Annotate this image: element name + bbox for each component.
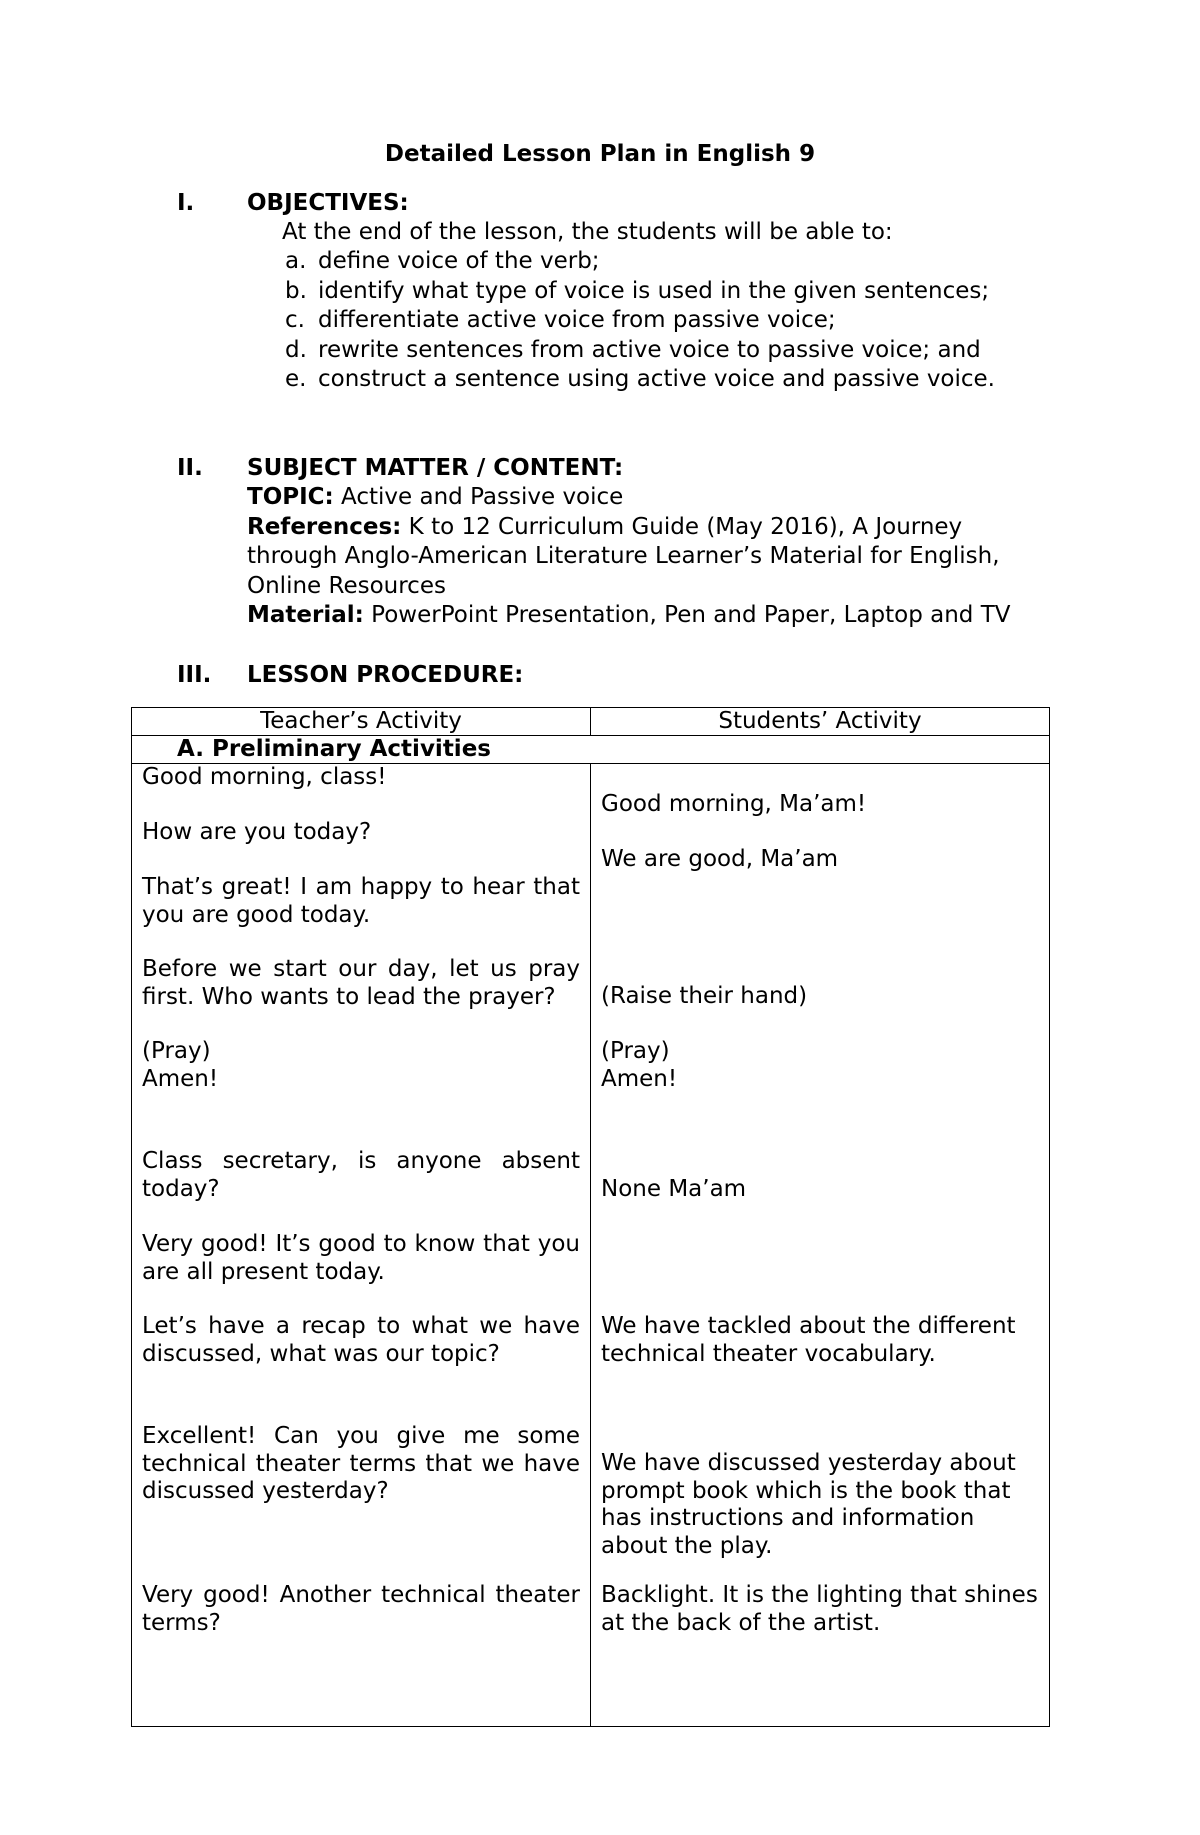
table-header-row (132, 708, 1050, 736)
section-row (132, 736, 1050, 764)
teacher-activity-cell (132, 764, 591, 1727)
subject-matter-heading: SUBJECT MATTER / CONTENT: (247, 455, 624, 481)
student-line: We have discussed yesterday about prompt book which is the book that has instructions and information about the play. (601, 1450, 1016, 1559)
teacher-line: Before we start our day, let us pray first. Who wants to lead the prayer? (142, 956, 580, 1010)
student-line: Good morning, Ma’am! (601, 791, 867, 817)
teacher-line: (Pray) (142, 1038, 211, 1064)
objective-letter: a. (285, 248, 307, 274)
section-title: A. Preliminary Activities (177, 736, 491, 762)
objective-text: identify what type of voice is used in the given sentences; (318, 278, 990, 304)
objectives-heading: OBJECTIVES: (247, 190, 409, 216)
teacher-line: Class secretary, is anyone absent today? (142, 1148, 580, 1202)
teacher-line: Let’s have a recap to what we have discussed, what was our topic? (142, 1313, 580, 1367)
topic-value: Active and Passive voice (341, 484, 624, 510)
objective-text: construct a sentence using active voice and passive voice. (318, 366, 995, 392)
teacher-line: Excellent! Can you give me some technical theater terms that we have discussed yesterday? (142, 1423, 580, 1504)
material-value: PowerPoint Presentation, Pen and Paper, Laptop and TV (371, 602, 1011, 628)
procedure-numeral: III. (177, 662, 212, 688)
objective-letter: c. (285, 307, 305, 333)
section-cell (132, 736, 1050, 764)
references-value-line: Online Resources (247, 573, 446, 599)
teacher-line: Good morning, class! (142, 764, 387, 790)
references-line (247, 514, 962, 540)
column-header-students: Students’ Activity (591, 708, 1050, 736)
teacher-line: Very good! It’s good to know that you are all present today. (142, 1231, 580, 1285)
document-title: Detailed Lesson Plan in English 9 (384, 141, 816, 167)
teacher-line: Amen! (142, 1066, 219, 1092)
student-line: We have tackled about the different technical theater vocabulary. (601, 1313, 1016, 1367)
lesson-procedure-table (131, 707, 1050, 1727)
objective-text: define voice of the verb; (318, 248, 600, 274)
student-line: None Ma’am (601, 1176, 747, 1202)
objectives-numeral: I. (177, 190, 195, 216)
student-line: (Pray) (601, 1038, 670, 1064)
teacher-line: Very good! Another technical theater terms? (142, 1582, 580, 1636)
teacher-line: That’s great! I am happy to hear that you are good today. (142, 874, 580, 928)
procedure-heading: LESSON PROCEDURE: (247, 662, 524, 688)
topic-label: TOPIC: (247, 484, 334, 510)
activity-row (132, 764, 1050, 1727)
objective-text: rewrite sentences from active voice to passive voice; and (318, 337, 981, 363)
objective-letter: b. (285, 278, 307, 304)
objective-letter: e. (285, 366, 307, 392)
references-value-line: through Anglo-American Literature Learner’s Material for English, (247, 543, 1000, 569)
student-line: Amen! (601, 1066, 678, 1092)
material-line (247, 602, 1010, 628)
topic-line (247, 484, 623, 510)
subject-matter-numeral: II. (177, 455, 203, 481)
objective-text: differentiate active voice from passive voice; (318, 307, 836, 333)
teacher-line: How are you today? (142, 819, 372, 845)
material-label: Material: (247, 602, 364, 628)
student-line: (Raise their hand) (601, 983, 808, 1009)
references-label: References: (247, 514, 402, 540)
references-value: K to 12 Curriculum Guide (May 2016), A Journey (408, 514, 963, 540)
column-header-teacher: Teacher’s Activity (132, 708, 591, 736)
objective-letter: d. (285, 337, 307, 363)
student-line: Backlight. It is the lighting that shines at the back of the artist. (601, 1582, 1038, 1636)
student-line: We are good, Ma’am (601, 846, 839, 872)
objectives-intro: At the end of the lesson, the students will be able to: (282, 219, 893, 245)
students-activity-cell (591, 764, 1050, 1727)
